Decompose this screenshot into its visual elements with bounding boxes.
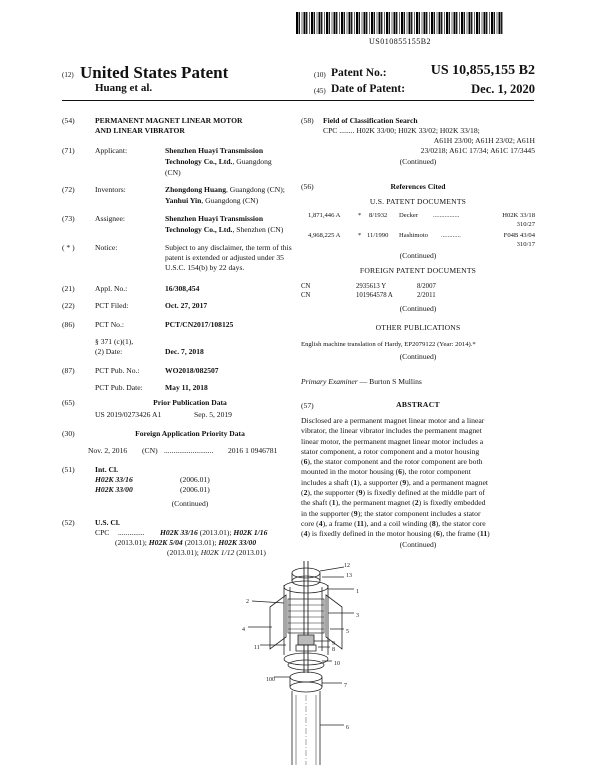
barcode-bar	[469, 12, 471, 34]
barcode-bar	[356, 12, 358, 34]
us-cl-4: H02K 33/00	[218, 538, 257, 547]
patent-date: Dec. 1, 2020	[471, 82, 535, 96]
barcode-bar	[464, 12, 465, 34]
us-refs-continued: (Continued)	[399, 251, 437, 260]
code-57: (57)	[301, 401, 314, 410]
other-pubs-continued: (Continued)	[399, 352, 437, 361]
barcode-bar	[422, 12, 423, 34]
barcode-bar	[336, 12, 337, 34]
abstract-text-run: ), the rotor component	[402, 467, 471, 477]
us-cl-1: H02K 33/16	[160, 528, 198, 537]
foreign-ref-2-number: 101964578 A	[356, 292, 393, 299]
other-pubs-heading: OTHER PUBLICATIONS	[375, 323, 461, 332]
us-cl-3-ver: (2013.01);	[182, 538, 219, 547]
barcode-bar	[419, 12, 420, 34]
abstract-text-run: ), the supporter (	[307, 488, 359, 498]
barcode-bar	[416, 12, 418, 34]
figure-label: 100	[266, 677, 275, 683]
primary-examiner	[301, 377, 422, 387]
barcode-bar	[474, 12, 475, 34]
us-ref-2-dots: ............	[441, 232, 461, 239]
abstract-ref-numeral: 11	[479, 529, 488, 539]
barcode-bar	[332, 12, 333, 34]
barcode-bar	[304, 12, 306, 34]
notice-line-2: patent is extended or adjusted under 35	[165, 253, 284, 262]
barcode-bar	[369, 12, 370, 34]
s371-label: § 371 (c)(1),	[95, 337, 134, 346]
us-cl-1-ver: (2013.01);	[197, 528, 234, 537]
assignee-line-2	[165, 225, 283, 235]
barcode-bar	[424, 12, 426, 34]
priority-dots: ..........................	[164, 446, 214, 455]
barcode-bar	[497, 12, 498, 34]
barcode-bar	[299, 12, 300, 34]
header-code-12: (12)	[62, 71, 74, 79]
examiner-dash: —	[357, 377, 370, 386]
inventor-2	[165, 196, 258, 206]
code-52: (52)	[62, 518, 75, 527]
us-ref-1-star: *	[358, 212, 362, 219]
abstract-ref-numeral: 4	[303, 529, 308, 539]
barcode-bar	[429, 12, 430, 34]
code-73: (73)	[62, 214, 75, 223]
code-22: (22)	[62, 301, 75, 310]
foreign-priority-heading: Foreign Application Priority Data	[135, 429, 245, 438]
barcode-bar	[306, 12, 307, 34]
field-search-continued: (Continued)	[399, 157, 437, 166]
prior-pub-heading: Prior Publication Data	[153, 398, 227, 407]
abstract-text-run: in the supporter (	[301, 508, 354, 518]
figure-label: 2	[246, 599, 249, 605]
figure-labels	[242, 563, 359, 731]
pct-pub-date-label: PCT Pub. Date:	[95, 383, 143, 392]
pct-no-value: PCT/CN2017/108125	[165, 320, 234, 329]
invention-title-2: AND LINEAR VIBRATOR	[95, 126, 185, 135]
abstract-line	[301, 437, 535, 447]
barcode-bar	[471, 12, 472, 34]
priority-date: Nov. 2, 2016	[88, 446, 128, 455]
us-ref-1-dots: ................	[433, 212, 460, 219]
barcode-bar	[431, 12, 433, 34]
barcode-bar	[456, 12, 457, 34]
us-ref-1-number: 1,871,446 A	[308, 212, 341, 219]
barcode-bar	[482, 12, 483, 34]
foreign-ref-1-country: CN	[301, 283, 311, 290]
date-label: Date of Patent:	[331, 83, 406, 95]
abstract-line	[301, 416, 535, 426]
figure-label: 11	[254, 645, 260, 651]
barcode-bar	[409, 12, 411, 34]
other-pub-1: English machine translation of Hardy, EP2079122 (Year: 2014).*	[301, 341, 476, 348]
figure-label: 6	[346, 725, 349, 731]
code-65: (65)	[62, 398, 75, 407]
abstract-text-run: ), a supporter (	[357, 477, 403, 487]
figure-label: 4	[242, 627, 245, 633]
barcode-bar	[362, 12, 363, 34]
us-ref-1-name: Decker	[399, 212, 419, 219]
appl-no-value: 16/308,454	[165, 284, 200, 293]
inventor-2-location: , Guangdong (CN)	[201, 196, 259, 205]
abstract-line	[301, 426, 535, 436]
applicant-location: , Guangdong	[232, 157, 272, 166]
barcode-bar	[381, 12, 382, 34]
us-ref-2-class: F04B 43/04	[503, 232, 535, 239]
assignee-line-1: Shenzhen Huayi Transmission	[165, 214, 264, 223]
references-heading: References Cited	[390, 182, 446, 191]
barcode-bar	[452, 12, 453, 34]
applicant-label: Applicant:	[95, 146, 128, 155]
barcode-bar	[444, 12, 445, 34]
barcode-bar	[296, 12, 298, 34]
barcode-bar	[389, 12, 390, 34]
barcode-bar	[334, 12, 336, 34]
barcode-bar	[374, 12, 375, 34]
barcode-bar	[479, 12, 480, 34]
abstract-text-run: ); the stator component includes a stator	[357, 508, 481, 518]
barcode-bar	[384, 12, 385, 34]
us-ref-2-subclass: 310/17	[516, 241, 535, 248]
barcode-number: US010855155B2	[368, 37, 432, 46]
figure-label: 12	[344, 563, 350, 569]
appl-no-label: Appl. No.:	[95, 284, 128, 293]
barcode-bar	[494, 12, 495, 34]
code-71: (71)	[62, 146, 75, 155]
barcode-bar	[329, 12, 330, 34]
us-cl-5: H02K 1/12	[200, 548, 235, 557]
header-rule	[62, 100, 534, 101]
barcode-bar	[359, 12, 360, 34]
barcode-bar	[302, 12, 303, 34]
barcode-bar	[486, 12, 487, 34]
abstract-line	[301, 529, 535, 539]
barcode-bar	[379, 12, 381, 34]
assignee-label: Assignee:	[95, 214, 125, 223]
inventor-short: Huang et al.	[95, 82, 153, 94]
applicant-line-1: Shenzhen Huayi Transmission	[165, 146, 264, 155]
us-ref-2-star: *	[358, 232, 362, 239]
barcode-bar	[499, 12, 501, 34]
abstract-text-run: core (	[301, 518, 319, 528]
figure-label: 13	[346, 573, 352, 579]
inventor-1	[165, 185, 285, 195]
abstract-line	[301, 498, 535, 508]
abstract-text-run: )	[487, 529, 490, 539]
notice-label: Notice:	[95, 243, 118, 252]
barcode-bar	[371, 12, 373, 34]
figure-label: 10	[334, 661, 340, 667]
abstract-text-run: mounted in the motor housing (	[301, 467, 399, 477]
abstract-text-run: ) is fixedly defined at the middle part of	[362, 488, 486, 498]
barcode-bar	[354, 12, 355, 34]
abstract-ref-numeral: 9	[353, 508, 358, 518]
field-search-line-2: A61H 23/00; A61H 23/02; A61H	[433, 136, 535, 145]
figure-label: 1	[356, 589, 359, 595]
barcode	[296, 12, 504, 34]
barcode-bar	[309, 12, 310, 34]
barcode-bar	[454, 12, 456, 34]
examiner-name: Burton S Mullins	[369, 377, 422, 386]
cpc-dots: ..............	[118, 528, 145, 537]
code-51: (51)	[62, 465, 75, 474]
code-58: (58)	[301, 116, 314, 125]
pct-filed-value: Oct. 27, 2017	[165, 301, 208, 310]
us-cl-3: H02K 5/04	[148, 538, 183, 547]
abstract-text-run: ), and a permanent magnet	[406, 477, 489, 487]
abstract-ref-numeral: 6	[398, 467, 402, 477]
notice-code: ( * )	[62, 243, 75, 252]
code-21: (21)	[62, 284, 75, 293]
pct-filed-label: PCT Filed:	[95, 301, 129, 310]
inventor-1-name: Zhongdong Huang	[165, 185, 226, 194]
barcode-bar	[319, 12, 321, 34]
abstract-ref-numeral: 9	[402, 477, 407, 487]
barcode-bar	[321, 12, 322, 34]
barcode-bar	[437, 12, 438, 34]
notice-line-1: Subject to any disclaimer, the term of this	[165, 243, 292, 252]
abstract-ref-numeral: 9	[358, 488, 363, 498]
abstract-ref-numeral: 11	[356, 518, 364, 528]
field-search-line-3: 23/0218; A61C 17/34; A61C 17/3445	[420, 146, 535, 155]
barcode-bar	[396, 12, 397, 34]
abstract-line	[301, 509, 535, 519]
abstract-continued: (Continued)	[399, 540, 437, 549]
barcode-graphic	[296, 12, 504, 34]
us-cl-line-2	[115, 538, 256, 548]
us-patent-docs-heading: U.S. PATENT DOCUMENTS	[369, 197, 467, 206]
code-86: (86)	[62, 320, 75, 329]
barcode-bar	[351, 12, 352, 34]
abstract-text-run: ) is fixedly embedded	[418, 498, 486, 508]
foreign-ref-1-number: 2935613 Y	[356, 283, 387, 290]
abstract-line	[301, 488, 535, 498]
figure-label: 8	[332, 647, 335, 653]
priority-number: 2016 1 0946781	[228, 446, 278, 455]
barcode-bar	[386, 12, 388, 34]
code-87: (87)	[62, 366, 75, 375]
abstract-line	[301, 447, 535, 457]
barcode-bar	[404, 12, 405, 34]
abstract-text	[301, 416, 535, 540]
barcode-bar	[311, 12, 313, 34]
abstract-text-run: ), the stator core	[435, 518, 486, 528]
motor-drawing	[226, 555, 376, 769]
abstract-text-run: ), the frame (	[439, 529, 480, 539]
barcode-bar	[461, 12, 463, 34]
us-cl-4-ver: (2013.01);	[167, 548, 201, 557]
int-cl-2-version: (2006.01)	[180, 485, 210, 494]
pct-pub-date-value: May 11, 2018	[165, 383, 208, 392]
abstract-text-run: vibrator, the linear vibrator includes the permanent magnet	[301, 426, 482, 436]
barcode-bar	[347, 12, 348, 34]
barcode-bar	[399, 12, 400, 34]
int-cl-heading: Int. Cl.	[95, 465, 118, 474]
examiner-label: Primary Examiner	[301, 377, 358, 386]
abstract-text-run: linear motor, the permanent magnet linear motor includes a	[301, 436, 484, 446]
abstract-ref-numeral: 4	[318, 518, 323, 528]
s371-date: Dec. 7, 2018	[165, 347, 204, 356]
int-cl-continued: (Continued)	[171, 499, 209, 508]
barcode-bar	[317, 12, 318, 34]
barcode-bar	[459, 12, 460, 34]
abstract-heading: ABSTRACT	[396, 400, 440, 409]
barcode-bar	[314, 12, 315, 34]
barcode-bar	[484, 12, 486, 34]
barcode-bar	[441, 12, 442, 34]
abstract-text-run: (	[301, 529, 304, 539]
applicant-company: Technology Co., Ltd.	[165, 157, 233, 166]
assignee-location: , Shenzhen (CN)	[232, 225, 284, 234]
abstract-text-run: (	[301, 488, 304, 498]
barcode-bar	[434, 12, 435, 34]
barcode-bar	[377, 12, 378, 34]
abstract-text-run: Disclosed are a permanent magnet linear motor and a linear	[301, 416, 485, 425]
code-54: (54)	[62, 116, 75, 125]
barcode-bar	[407, 12, 408, 34]
figure-label: 7	[344, 683, 347, 689]
priority-country: (CN)	[142, 446, 158, 455]
us-cl-5-ver: (2013.01)	[234, 548, 266, 557]
abstract-ref-numeral: 6	[435, 529, 440, 539]
barcode-bar	[449, 12, 450, 34]
barcode-bar	[401, 12, 403, 34]
abstract-line	[301, 457, 535, 467]
prior-pub-number: US 2019/0273426 A1	[95, 410, 162, 419]
us-cl-heading: U.S. Cl.	[95, 518, 120, 527]
header-code-45: (45)	[314, 87, 326, 95]
abstract-text-run: ), a frame (	[322, 518, 357, 528]
inventors-label: Inventors:	[95, 185, 126, 194]
barcode-bar	[326, 12, 328, 34]
assignee-company: Technology Co., Ltd.	[165, 225, 233, 234]
pct-pub-no-label: PCT Pub. No.:	[95, 366, 140, 375]
abstract-text-run: the shaft (	[301, 498, 332, 508]
foreign-refs-continued: (Continued)	[399, 304, 437, 313]
inventor-1-location: , Guangdong (CN);	[226, 185, 285, 194]
patent-no-label: Patent No.:	[331, 67, 387, 79]
barcode-bar	[439, 12, 441, 34]
inventor-2-name: Yanhui Yin	[165, 196, 202, 205]
field-search-heading: Field of Classification Search	[323, 116, 418, 125]
barcode-bar	[414, 12, 415, 34]
s371-date-label: (2) Date:	[95, 347, 123, 356]
barcode-bar	[364, 12, 366, 34]
foreign-ref-2-date: 2/2011	[417, 292, 436, 299]
applicant-line-3: (CN)	[165, 168, 181, 177]
abstract-line	[301, 519, 535, 529]
barcode-bar	[392, 12, 393, 34]
foreign-ref-1-date: 8/2007	[417, 283, 436, 290]
notice-line-3: U.S.C. 154(b) by 22 days.	[165, 263, 245, 272]
abstract-ref-numeral: 1	[353, 477, 358, 487]
abstract-text-run: ) is fixedly defined in the motor housing (	[307, 529, 436, 539]
abstract-ref-numeral: 2	[303, 488, 308, 498]
us-cl-line-1	[160, 528, 267, 538]
barcode-bar	[344, 12, 345, 34]
pct-pub-no-value: WO2018/082507	[165, 366, 219, 375]
barcode-bar	[341, 12, 343, 34]
barcode-bar	[394, 12, 396, 34]
abstract-line	[301, 467, 535, 477]
figure-label: 3	[356, 613, 359, 619]
patent-title: United States Patent	[80, 63, 229, 82]
abstract-text-run: ), the stator component and the rotor component are both	[307, 457, 483, 467]
abstract-text-run: ), the permanent magnet (	[335, 498, 415, 508]
barcode-bar	[501, 12, 502, 34]
barcode-bar	[446, 12, 448, 34]
abstract-line	[301, 478, 535, 488]
us-ref-1-class: H02K 33/18	[502, 212, 535, 219]
abstract-text-run: includes a shaft (	[301, 477, 354, 487]
us-ref-2-number: 4,968,225 A	[308, 232, 341, 239]
barcode-bar	[491, 12, 493, 34]
abstract-text-run: stator component, a rotor component and a motor housing	[301, 446, 480, 456]
abstract-ref-numeral: 1	[331, 498, 336, 508]
us-ref-1-date: 8/1932	[369, 212, 388, 219]
header-code-10: (10)	[314, 71, 326, 79]
abstract-text-run: ), and a coil winding (	[363, 518, 432, 528]
representative-drawing	[226, 555, 376, 769]
barcode-bar	[349, 12, 351, 34]
patent-number: US 10,855,155 B2	[430, 63, 535, 78]
abstract-ref-numeral: 6	[303, 457, 308, 467]
barcode-bar	[426, 12, 427, 34]
cpc-label: CPC	[95, 528, 110, 537]
abstract-text-run: (	[301, 457, 304, 467]
figure-label: 9	[332, 641, 335, 647]
barcode-bar	[476, 12, 478, 34]
int-cl-1-version: (2006.01)	[180, 475, 210, 484]
us-cl-2: H02K 1/16	[233, 528, 268, 537]
barcode-bar	[366, 12, 367, 34]
code-30: (30)	[62, 429, 75, 438]
abstract-ref-numeral: 8	[431, 518, 436, 528]
pct-no-label: PCT No.:	[95, 320, 124, 329]
us-ref-2-date: 11/1990	[367, 232, 389, 239]
barcode-bar	[411, 12, 412, 34]
field-search-line-1: CPC ........ H02K 33/00; H02K 33/02; H02K 33/18;	[323, 126, 480, 135]
foreign-ref-2-country: CN	[301, 292, 311, 299]
invention-title-1: PERMANENT MAGNET LINEAR MOTOR	[95, 116, 243, 125]
barcode-bar	[467, 12, 468, 34]
foreign-docs-heading: FOREIGN PATENT DOCUMENTS	[359, 266, 477, 275]
int-cl-2: H02K 33/00	[95, 485, 133, 494]
barcode-bar	[339, 12, 340, 34]
us-ref-1-subclass: 310/27	[516, 221, 535, 228]
prior-pub-date: Sep. 5, 2019	[194, 410, 232, 419]
code-56: (56)	[301, 182, 314, 191]
figure-label: 5	[346, 629, 349, 635]
applicant-line-2	[165, 157, 272, 167]
barcode-bar	[324, 12, 325, 34]
us-ref-2-name: Hashimoto	[399, 232, 428, 239]
abstract-ref-numeral: 2	[414, 498, 419, 508]
code-72: (72)	[62, 185, 75, 194]
int-cl-1: H02K 33/16	[95, 475, 133, 484]
us-cl-2-ver: (2013.01);	[115, 538, 149, 547]
barcode-bar	[489, 12, 490, 34]
